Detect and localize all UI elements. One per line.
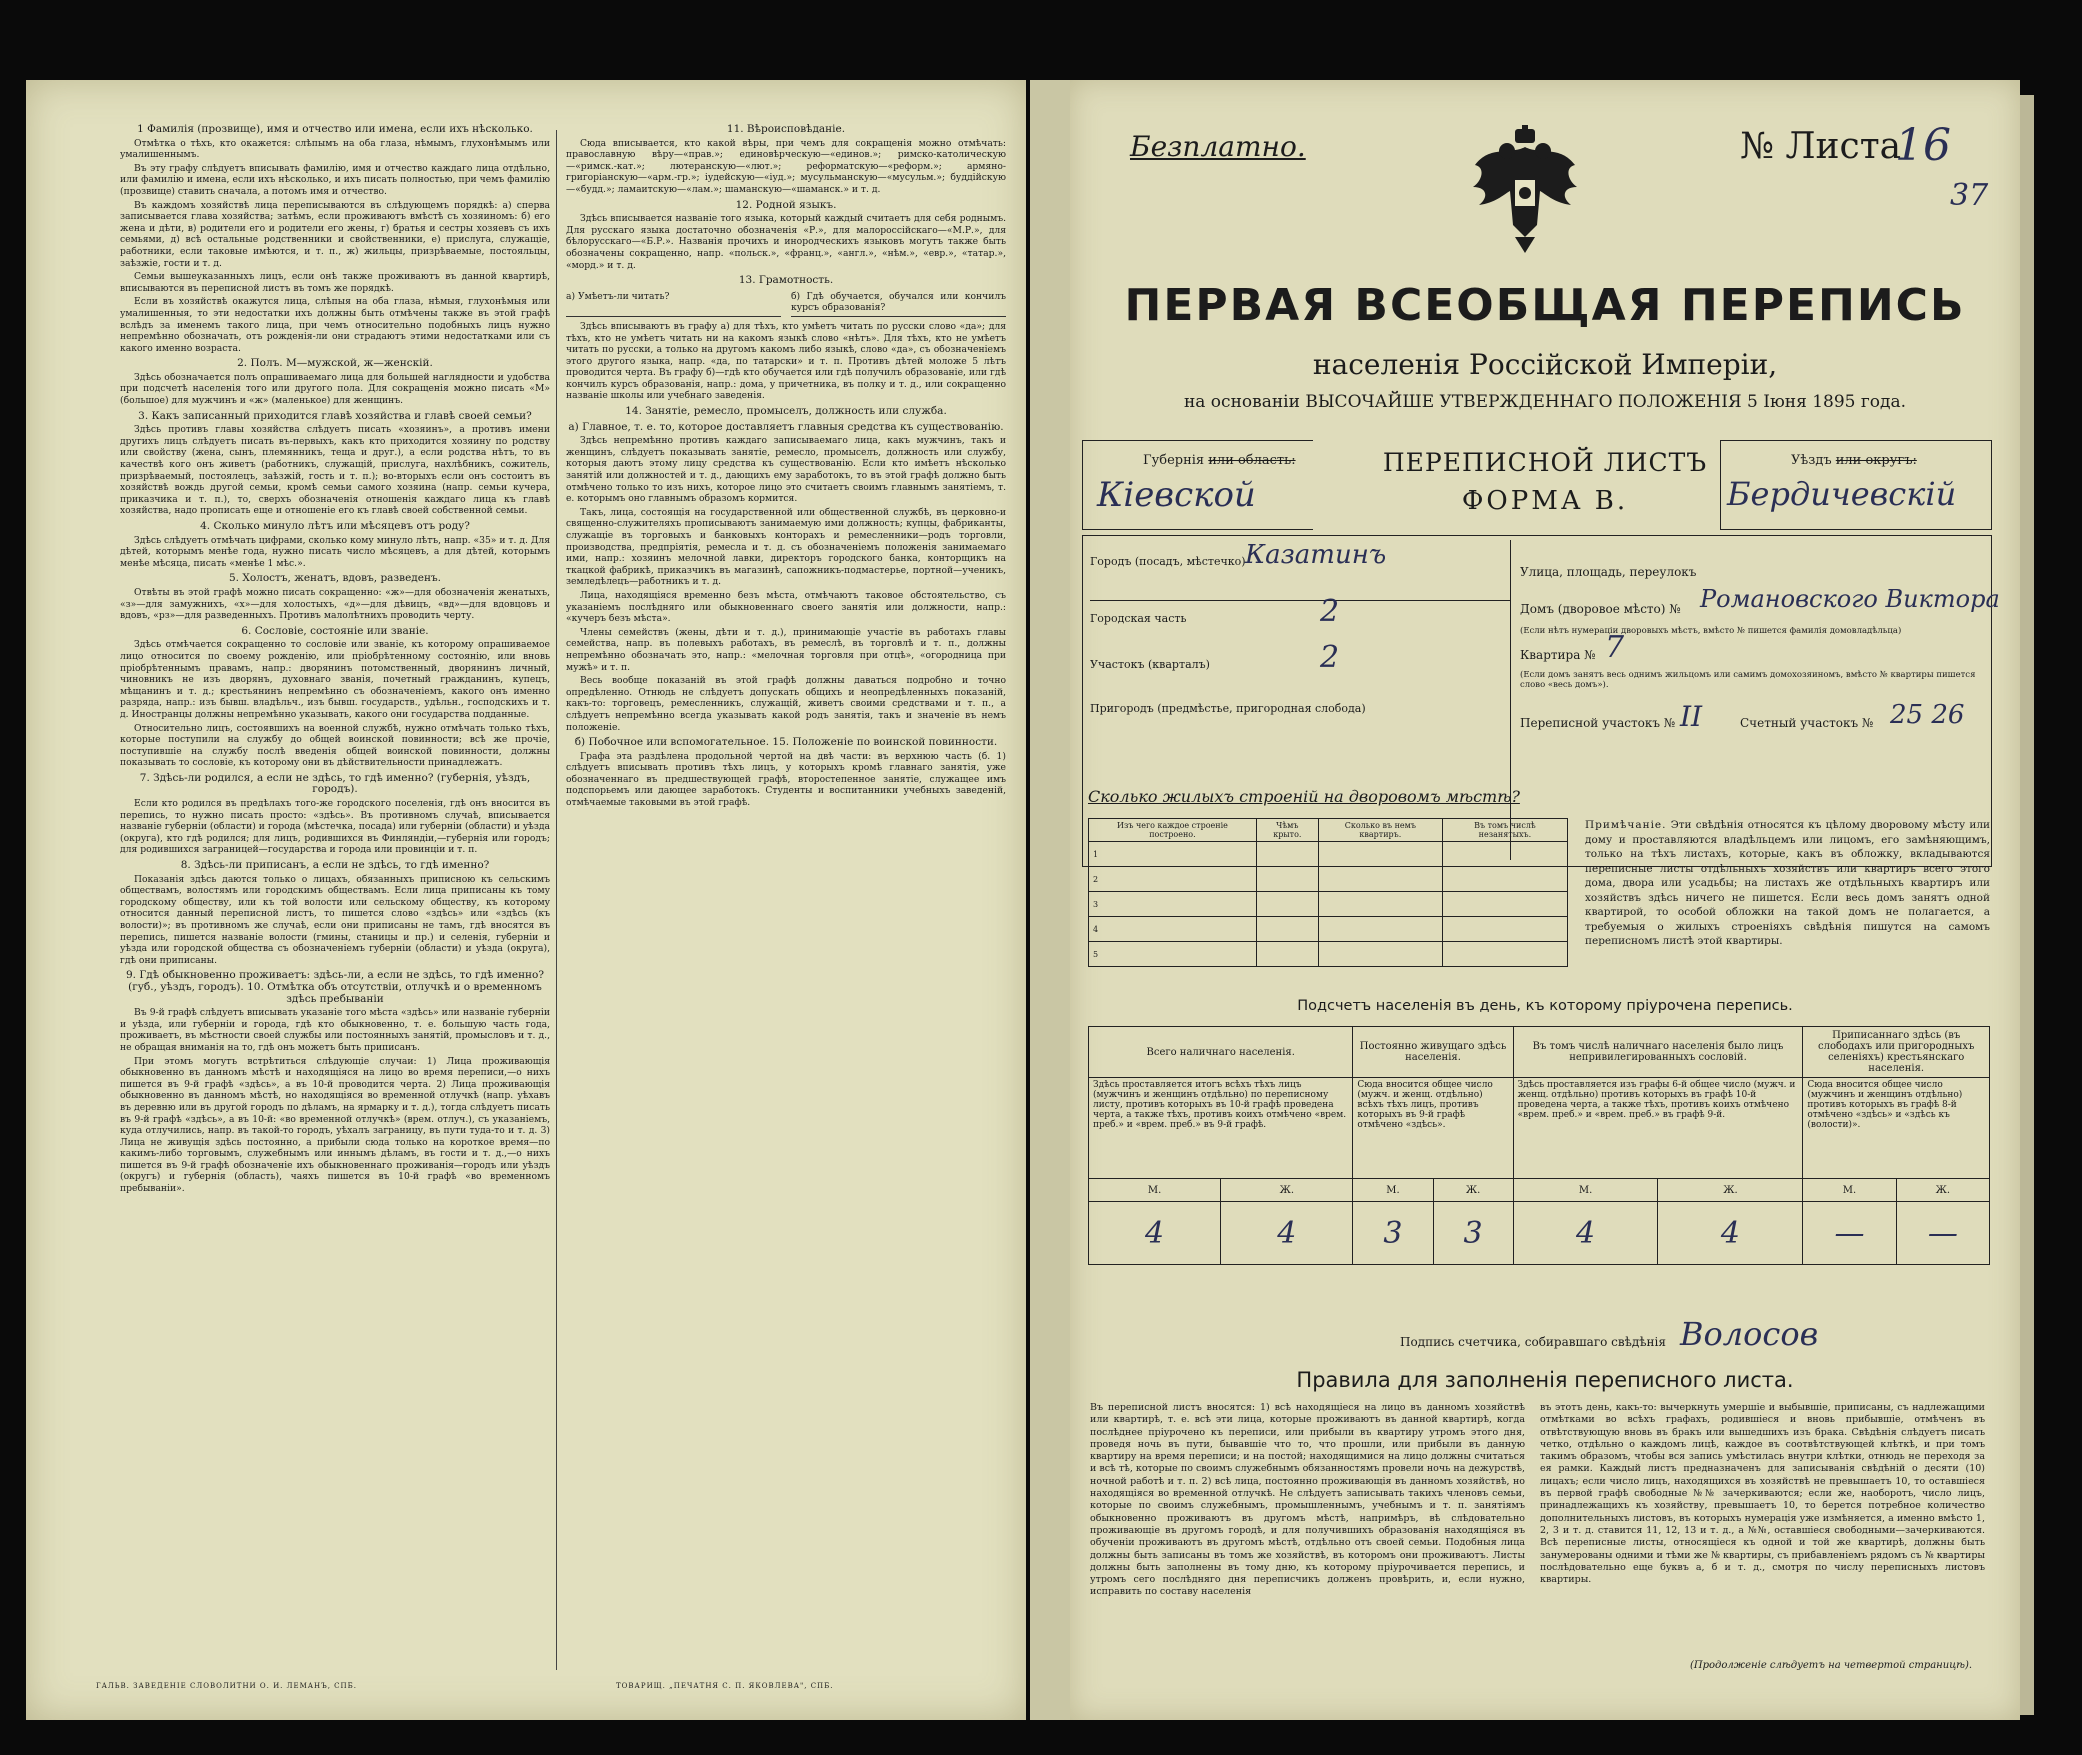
count-header: Постоянно живущаго здѣсь населенія.: [1353, 1027, 1513, 1078]
census-district-value: II: [1680, 700, 1703, 733]
rules-column-2: въ этотъ день, какъ-то: вычеркнуть умершіе и выбывшіе, приписаны, съ надлежащими отмѣтками во всѣхъ графахъ, родившіеся и вновь прибывшіе, отмѣченъ въ отвѣтствующую вновь въ бракъ или вышедшихъ изъ брака. Свѣдѣнія слѣдуетъ писать четко, отдѣльно о каждомъ лицѣ, каждое въ соотвѣтствующей клѣткѣ, и при томъ такимъ образомъ, чтобы вся запись умѣстилась внутри клѣтки, отнюдь не переходя за ея рамки. Каждый листъ предназначенъ для записыванія свѣдѣній о десяти (10) лицахъ; если число лицъ, находящихся въ хозяйствѣ не превышаетъ 10, то оставшіеся въ первой графѣ свободные №№ зачеркиваются; если же, наоборотъ, число лицъ, принадлежащихъ къ хозяйству, превышаетъ 10, то берется потребное количество дополнительныхъ листовъ, въ которыхъ нумерація уже измѣняется, а именно вмѣсто 1, 2, 3 и т. д. ставится 11, 12, 13 и т. д., а №№, оставшіеся свободными—зачеркиваются. Всѣ переписные листы, относящіеся къ одной и той же квартирѣ, должны быть занумерованы одними и тѣми же № квартиры, съ прибавленіемъ рядомъ съ № квартиры послѣдовательно еще буквъ а, б и т. д., смотря по числу переписныхъ листовъ квартиры.: [1540, 1402, 1985, 1586]
quarter-label: Участокъ (кварталъ): [1090, 658, 1210, 671]
section-heading: 12. Родной языкъ.: [735, 198, 837, 211]
paragraph: Здѣсь противъ главы хозяйства слѣдуетъ писать «хозяинъ», а противъ имени другихъ лицъ слѣдуетъ писать въ-первыхъ, какъ кто приходится хозяину по родству или свойству (жена, сынъ, племянникъ, теща и друг.), а если родства нѣтъ, то въ качествѣ кого онъ живетъ (работникъ, служащій, прислуга, нахлѣбникъ, сожитель, призрѣваемый, постоялецъ, заѣзжій, гость и т. п.); во-вторыхъ если онъ состоитъ въ хозяйствѣ вождь другой семьи, кромѣ семьи самого хозяина (напр. семьи кучера, приказчика и т. п.), то, сверхъ обозначенія отношенія каждаго лица къ главѣ хозяйства, надо прописать еще и отношеніе его къ главѣ своей собственной семьи.: [120, 424, 550, 517]
section-heading: б) Побочное или вспомогательное. 15. Положеніе по воинской повинности.: [574, 736, 998, 749]
paragraph: Семьи вышеуказанныхъ лицъ, если онѣ также проживаютъ въ данной квартирѣ, вписываются въ переписной листъ въ томъ же порядкѣ.: [120, 271, 550, 294]
count-value: —: [1803, 1202, 1896, 1265]
guberniya-value: Кіевской: [1097, 475, 1256, 515]
rules-column-1: Въ переписной листъ вносятся: 1) всѣ находящіеся на лицо въ данномъ хозяйствѣ или квартирѣ, т. е. всѣ эти лица, которые проживаютъ въ данной квартирѣ, когда послѣднее пріурочено къ переписи, или прибыли въ квартиру утромъ этого дня, проведя ночь въ пути, бывавшіе что то, что прошли, или прибыли въ данную квартиру на время переписи; и на постой; находящимися на лицо должны считаться и всѣ тѣ, которые по своимъ служебнымъ обязанностямъ провели ночь на дежурствѣ, ночной работѣ и т. п. 2) всѣ лица, постоянно проживающія въ данномъ хозяйствѣ, но находящіяся во временной отлучкѣ. Не слѣдуетъ записывать такихъ членовъ семьи, которые по своимъ служебнымъ, промышленнымъ, учебнымъ и т. п. занятіямъ обыкновенно проживаютъ въ другомъ мѣстѣ, напримѣръ, вѣ слѣдовательно проживающіе въ другомъ городѣ, и для получившихъ образованія находящіяся въ обученіи проживаютъ въ другомъ мѣстѣ, отдѣльно отъ своей семьи. Подобныя лица должны быть записаны въ томъ же хозяйствѣ, въ которомъ они проживаютъ. Листы должны быть заполнены въ тому дню, къ которому пріурочивается перепись, и утромъ сего послѣдняго дня переписчикъ долженъ провѣрить, и, если нужно, исправить по составу населенія: [1090, 1402, 1525, 1598]
house-value: Романовского Виктора: [1700, 585, 2000, 613]
section-heading: 6. Сословіе, состояніе или званіе.: [241, 624, 429, 637]
structures-header: Въ томъ числѣ незанятыхъ.: [1442, 819, 1567, 842]
structures-table: [1088, 818, 1568, 967]
paragraph: Графа эта раздѣлена продольной чертой на двѣ части: въ верхнюю часть (б. 1) слѣдуетъ вписывать противъ тѣхъ лицъ, у которыхъ кромѣ главнаго занятія, уже обозначеннаго въ предшествующей графѣ, второстепенное занятіе, служащее имъ подспорьемъ или дающее заработокъ. Студенты и воспитанники учебныхъ заведеній, отмѣчаемые таковыми въ этой графѣ.: [566, 750, 1006, 809]
structures-row-number: 2: [1089, 867, 1257, 892]
table-cell: [1318, 917, 1442, 942]
table-cell: [1256, 892, 1318, 917]
count-note: Сюда вносится общее число (мужч. и женщ. отдѣльно) всѣхъ тѣхъ лицъ, противъ которыхъ въ 9-й графѣ отмѣчено «здѣсь».: [1353, 1078, 1513, 1179]
subheading-pair: [566, 291, 1006, 317]
sex-column-label: Ж.: [1658, 1179, 1803, 1202]
guberniya-label: Губернія или область:: [1143, 453, 1296, 468]
rules-continued: (Продолженіе слѣдуетъ на четвертой страницѣ).: [1690, 1660, 1973, 1671]
structures-row-number: 3: [1089, 892, 1257, 917]
paragraph: Такъ, лица, состоящія на государственной или общественной службѣ, въ церковно-и священно-служителяхъ прописываютъ занимаемую ими должность; купцы, фабриканты, служащіе въ торговыхъ и банковыхъ конторахъ и ремесленники—родъ торговли, производства, предпріятія, ремесла и т. д. съ обозначеніемъ положенія занимаемаго ими, напр.: хозяинъ мелочной лавки, директоръ городского банка, конторщикъ на ткацкой фабрикѣ, приказчикъ въ магазинѣ, сапожникъ-подмастерье, портной—ученикъ, земледѣлецъ—работникъ и т. д.: [566, 506, 1006, 588]
form-subtitle-2: на основаніи ВЫСОЧАЙШЕ УТВЕРЖДЕННАГО ПОЛОЖЕНІЯ 5 Іюня 1895 года.: [1183, 392, 1907, 412]
sex-column-label: М.: [1803, 1179, 1896, 1202]
sheet-corner-number: 37: [1950, 178, 1989, 213]
table-cell: [1318, 842, 1442, 867]
count-value: 3: [1353, 1202, 1433, 1265]
district-label: Городская часть: [1090, 612, 1187, 625]
section-heading: 11. Вѣроисповѣданіе.: [726, 123, 846, 135]
rules-title: Правила для заполненія переписного листа.: [1296, 1368, 1794, 1392]
free-label: Безплатно.: [1130, 130, 1306, 163]
printer-imprint: ТОВАРИЩ. „ПЕЧАТНЯ С. П. ЯКОВЛЕВА", СПБ.: [616, 1682, 834, 1690]
structures-row-number: 5: [1089, 942, 1257, 967]
page-spine: [1030, 80, 1070, 1720]
section-heading: 5. Холостъ, женатъ, вдовъ, разведенъ.: [229, 572, 441, 585]
count-note: Сюда вносится общее число (мужчинъ и женщинъ отдѣльно) противъ которыхъ въ графѣ 8-й отмѣчено «здѣсь» и «здѣсь къ (волости)».: [1803, 1078, 1990, 1179]
structures-row-number: 4: [1089, 917, 1257, 942]
address-divider-mid: [1510, 540, 1511, 860]
structures-row-number: 1: [1089, 842, 1257, 867]
census-district-label: Переписной участокъ №: [1520, 716, 1676, 730]
paragraph: Если въ хозяйствѣ окажутся лица, слѣпыя на оба глаза, нѣмыя, глухонѣмыя или умалишенныя, то эти недостатки ихъ должны быть отмѣчены также въ этой графѣ вслѣдъ за именемъ такого лица, при чемъ относительно подобныхъ лицъ нужно непремѣнно обозначать, отъ рожденія-ли они страдаютъ этими недостатками или съ какого именно возраста.: [120, 296, 550, 354]
census-form-page: [1070, 80, 2020, 1720]
paragraph: Здѣсь обозначается полъ опрашиваемаго лица для большей наглядности и удобства при подсчетѣ населенія того или другого пола. Для сокращенія можно писать «М» (большое) для мужчинъ и «ж» (маленькое) для женщинъ.: [120, 371, 550, 407]
paragraph: Въ каждомъ хозяйствѣ лица переписываются въ слѣдующемъ порядкѣ: а) сперва записывается глава хозяйства; затѣмъ, если проживаютъ вмѣстѣ съ хозяиномъ: б) его жена и дѣти, в) родители его и родители его жены, г) братья и сестры хозяевъ съ ихъ семьями, д) всѣ остальные родственники и свойственники, е) прислуга, служащіе, работники, если таковые имѣются, и т. п., ж) жильцы, призрѣваемые, постояльцы, заѣзжіе, гости и т. д.: [120, 199, 550, 269]
paragraph: Показанія здѣсь даются только о лицахъ, обязанныхъ приписною къ сельскимъ обществамъ, волостямъ или городскимъ обществамъ. Если лица приписаны къ тому городскому обществу, или къ той волости или сельскому обществу, къ которому относится данный переписной листъ, то пишется слово «здѣсь» или «здѣсь (къ волости)»; въ противномъ же случаѣ, если они приписаны не тамъ, гдѣ вносятся въ перепись, пишется названіе волости (гмины, станицы и пр.) и селенія, губерніи и уѣзда или городской общества съ обозначеніемъ губерніи (области) и уѣзда (округа), гдѣ они приписаны.: [120, 873, 550, 966]
sheet-number-value: 16: [1895, 120, 1951, 171]
structures-note: Примѣчаніе. Эти свѣдѣнія относятся къ цѣлому дворовому мѣсту или дому и проставляются владѣльцемъ или лицомъ, его замѣняющимъ, только на тѣхъ листахъ, которые, какъ въ обложку, вкладываются переписные листы отдѣльныхъ хозяйствъ или квартиръ всего этого дома, двора или усадьбы; на листахъ же отдѣльныхъ квартиръ или хозяйствъ здѣсь ничего не пишется. Если весь домъ занятъ одной квартирой, то особой обложки на такой домъ не полагается, а требуемыя о жилыхъ строеніяхъ свѣдѣнія пишутся на самомъ переписномъ листѣ этой квартиры.: [1585, 819, 1990, 947]
section-heading: 2. Полъ. М—мужской, ж—женскій.: [237, 357, 433, 370]
sex-column-label: Ж.: [1433, 1179, 1513, 1202]
table-cell: [1442, 867, 1567, 892]
population-count-table: [1088, 1026, 1990, 1265]
paragraph: Здѣсь непремѣнно противъ каждаго записываемаго лица, какъ мужчинъ, такъ и женщинъ, слѣдуетъ показывать занятіе, ремесло, промыселъ, должность или службу, которыя даютъ этому лицу средства къ существованію. Если кто имѣетъ нѣсколько занятій или должностей и т. д., дающихъ ему заработокъ, то въ этой графѣ должно быть отмѣчено только то изъ нихъ, которое лицо это считаетъ своимъ главнымъ занятіемъ, т. е. которымъ оно главнымъ образомъ кормится.: [566, 435, 1006, 505]
uezd-box: [1720, 440, 1992, 530]
street-label: Улица, площадь, переулокъ: [1520, 565, 1697, 579]
house-note: (Если нѣтъ нумераціи дворовыхъ мѣстъ, вмѣсто № пишется фамилія домовладѣльца): [1520, 626, 1902, 636]
count-value: 4: [1658, 1202, 1803, 1265]
structures-header: Чѣмъ крыто.: [1256, 819, 1318, 842]
paragraph: Въ эту графу слѣдуетъ вписывать фамилію, имя и отчество каждаго лица отдѣльно, или фамилію и имена, если ихъ нѣсколько, и ихъ писать полностью, при чемъ фамилію (прозвище) ставить сначала, а потомъ имя и отчество.: [120, 162, 550, 197]
subheading: а) Главное, т. е. то, которое доставляетъ главныя средства къ существованію.: [568, 420, 1004, 433]
paragraph: Относительно лицъ, состоявшихъ на военной службѣ, нужно отмѣчать только тѣхъ, которые поступили на службу до общей воинской повинности; всѣ же прочіе, поступившіе на службу послѣ введенія общей воинской повинности, должны показывать то сословіе, къ которому они въ дѣйствительности принадлежатъ.: [120, 722, 550, 769]
paragraph: Весь вообще показаній въ этой графѣ должны даваться подробно и точно опредѣленно. Отнюдь не слѣдуетъ допускать общихъ и неопредѣленныхъ показаній, какъ-то: торговецъ, ремесленникъ, служащій, живетъ своими средствами и т. п., а слѣдуетъ непремѣнно всегда указывать какой родъ занятія, такъ и значеніе въ немъ положеніе.: [566, 675, 1006, 733]
count-district-value: 25 26: [1890, 700, 1965, 730]
left-column-1: [120, 120, 550, 1620]
table-cell: [1256, 942, 1318, 967]
signature-label: Подпись счетчика, собиравшаго свѣдѣнія: [1400, 1335, 1666, 1349]
house-label: Домъ (дворовое мѣсто) №: [1520, 602, 1681, 616]
structures-title: Сколько жилыхъ строеній на дворовомъ мѣстѣ?: [1088, 787, 1520, 806]
suburb-label: Пригородъ (предмѣстье, пригородная слобода): [1090, 702, 1366, 715]
sheet-form: ФОРМА В.: [1461, 486, 1629, 516]
paragraph: Здѣсь вписываютъ въ графу а) для тѣхъ, кто умѣетъ читать по русски слово «да»; для тѣхъ, кто не умѣетъ читать ни на какомъ языкѣ слово «нѣтъ». Для тѣхъ, кто не умѣетъ читать по русски, а только на другомъ какомъ либо языкѣ, слово «да», съ обозначеніемъ этого другого языка, напр. «да, по татарски» и т. п. Противъ дѣтей моложе 5 лѣтъ проводится черта. Въ графу б)—гдѣ кто обучается или гдѣ получилъ образованіе, или гдѣ кончилъ курсъ образованія, напр.: дома, у причетника, въ полку и т. д., или сокращенно названіе школы или учебнаго заведенія.: [566, 320, 1006, 402]
count-district-label: Счетный участокъ №: [1740, 716, 1874, 730]
sex-column-label: М.: [1513, 1179, 1658, 1202]
count-value: 3: [1433, 1202, 1513, 1265]
paragraph: Сюда вписывается, кто какой вѣры, при чемъ для сокращенія можно отмѣчать: православную вѣру—«прав.»; единовѣрческую—«единов.»; римско-католическую—«римск.-кат.»; лютеранскую—«лют.»; реформатскую—«реформ.»; армяно-григорiанскую—«арм.-гр.»; іудейскую—«іуд.»; мусульманскую—«мусульм.»; буддійскую—«будд.»; ламаитскую—«лам.»; шаманскую—«шаманск.» и т. д.: [566, 137, 1006, 195]
section-heading: 1 Фамилія (прозвище), имя и отчество или имена, если ихъ нѣсколько.: [137, 123, 533, 135]
sex-column-label: М.: [1353, 1179, 1433, 1202]
printer-imprint: ГАЛЬВ. ЗАВЕДЕНІЕ СЛОВОЛИТНИ О. И. ЛЕМАНЪ, СПБ.: [96, 1682, 357, 1690]
count-header: Всего наличнаго населенія.: [1089, 1027, 1353, 1078]
town-label: Городъ (посадъ, мѣстечко): [1090, 555, 1246, 568]
paragraph: Отвѣты въ этой графѣ можно писать сокращенно: «ж»—для обозначенія женатыхъ, «з»—для замужнихъ, «х»—для холостыхъ, «д»—для дѣвицъ, «вд»—для вдовцовъ и вдовъ, «рз»—для разведенныхъ. Противъ малолѣтнихъ проводить черту.: [120, 586, 550, 622]
sex-column-label: М.: [1089, 1179, 1221, 1202]
section-heading: 9. Гдѣ обыкновенно проживаетъ: здѣсь-ли, а если не здѣсь, то гдѣ именно? (губ., уѣздъ, городъ). 10. Отмѣтка объ отсутствіи, отлучкѣ и о временномъ здѣсь пребываніи: [125, 969, 545, 1005]
apartment-note: (Если домъ занятъ весь однимъ жильцомъ или самимъ домохозяиномъ, вмѣсто № квартиры пишется слово «весь домъ»).: [1520, 670, 1976, 690]
section-heading: 3. Какъ записанный приходится главѣ хозяйства и главѣ своей семьи?: [138, 409, 532, 422]
paragraph: Здѣсь отмѣчается сокращенно то сословіе или званіе, къ которому опрашиваемое лицо относится по своему рожденію, или пріобрѣтенному состоянію, или вновь пріобрѣтеннымъ правамъ, напр.: дворянинъ потомственный, дворянинъ личный, чиновникъ не изъ дворянъ, духовнаго званія, почетный гражданинъ, купецъ, мѣщанинъ и т. д.; крестьянинъ непремѣнно съ обозначеніемъ, какого онъ именно разряда, напр.: изъ бывш. владѣльч., изъ бывш. государств., удѣльн., господскихъ и т. д. Иностранцы должны непремѣнно указывать, какого они государства подданные.: [120, 639, 550, 720]
table-cell: [1318, 892, 1442, 917]
left-column-2: [566, 120, 1006, 1620]
apartment-value: 7: [1605, 630, 1625, 665]
count-title: Подсчетъ населенія въ день, къ которому пріурочена перепись.: [1297, 998, 1793, 1014]
count-value: 4: [1089, 1202, 1221, 1265]
table-cell: [1318, 942, 1442, 967]
count-note: Здѣсь проставляется итогъ всѣхъ тѣхъ лицъ (мужчинъ и женщинъ отдѣльно) по переписному листу, противъ которыхъ въ 10-й графѣ проведена черта, а также тѣхъ, противъ коихъ отмѣчено «врем. преб.» и «врем. преб.» въ 9-й графѣ.: [1089, 1078, 1353, 1179]
page-edge: [2020, 95, 2034, 1715]
section-heading: 8. Здѣсь-ли приписанъ, а если не здѣсь, то гдѣ именно?: [180, 859, 490, 872]
paragraph: Здѣсь слѣдуетъ отмѣчать цифрами, сколько кому минуло лѣтъ, напр. «35» и т. д. Для дѣтей, которымъ менѣе года, нужно писать число мѣсяцевъ, а для дѣтей, которымъ менѣе мѣсяца, писать «менѣе 1 мѣс.».: [120, 534, 550, 569]
table-cell: [1442, 892, 1567, 917]
count-header: Въ томъ числѣ наличнаго населенія было лицъ непривилегированныхъ сословій.: [1513, 1027, 1803, 1078]
table-cell: [1318, 867, 1442, 892]
count-value: 4: [1221, 1202, 1353, 1265]
table-cell: [1256, 917, 1318, 942]
count-header: Приписаннаго здѣсь (въ слободахъ или пригородныхъ селеніяхъ) крестьянскаго населенія.: [1803, 1027, 1990, 1078]
paragraph: При этомъ могутъ встрѣтиться слѣдующіе случаи: 1) Лица проживающія обыкновенно въ данномъ мѣстѣ и находящіяся на лицо во время переписи,—о нихъ пишется въ 9-й графѣ «здѣсь», а въ 10-й проводится черта. 2) Лица проживающія обыкновенно въ данномъ мѣстѣ, но находящіяся во временной отлучкѣ (напр. уѣхавъ въ деревню или въ другой городъ по дѣламъ, на ярмарку и т. д.), тогда слѣдуетъ писать въ 9-й графѣ «здѣсь», а въ 10-й: «во временной отлучкѣ» (врем. отлуч.), съ указаніемъ, куда отлучились, напр. въ такой-то городъ, уѣхалъ заграницу, въ пути туда-то и т. д. 3) Лица не живущія здѣсь постоянно, а прибыли сюда только на короткое время—по какимъ-либо торговымъ, служебнымъ или иннымъ дѣламъ, въ гости и т. д.,—о нихъ пишется въ 9-й графѣ обозначеніе ихъ обыкновеннаго проживанія—городъ или уѣздъ (округъ) и губернія (область), чаяхъ пишется въ 10-й графѣ «во временномъ пребываніи».: [120, 1055, 550, 1195]
paragraph: Въ 9-й графѣ слѣдуетъ вписывать указаніе того мѣста «здѣсь» или названіе губерніи и уѣзда, или губерніи и города, гдѣ кто обыкновенно, т. е. большую часть года, проживаетъ, въ мѣстности своей службы или постоянныхъ занятій, промысловъ и т. д., не обращая вниманія на то, гдѣ онъ можетъ быть приписанъ.: [120, 1007, 550, 1053]
district-value: 2: [1320, 594, 1340, 629]
count-note: Здѣсь проставляется изъ графы 6-й общее число (мужч. и женщ. отдѣльно) противъ которыхъ въ графѣ 10-й проведена черта, а также тѣхъ, противъ коихъ отмѣчено «врем. преб.» и «врем. преб.» въ графѣ 9-й.: [1513, 1078, 1803, 1179]
sheet-number-label: № Листа: [1740, 126, 1902, 167]
structures-header: Изъ чего каждое строеніе построено.: [1089, 819, 1257, 842]
address-divider-left: [1090, 600, 1510, 601]
form-title: ПЕРВАЯ ВСЕОБЩАЯ ПЕРЕПИСЬ: [1124, 280, 1966, 331]
table-cell: [1256, 867, 1318, 892]
subheading: а) Умѣетъ-ли читать?: [566, 291, 781, 317]
paragraph: Если кто родился въ предѣлахъ того-же городского поселенія, гдѣ онъ вносится въ перепись, то нужно писать просто: «здѣсь». Въ противномъ случаѣ, вписывается названіе губерніи (области) и города (мѣстечка, посада) или губерніи (области) и уѣзда (округа), кто гдѣ родился; для лицъ, родившихся въ Финляндіи,—губернія или городъ; для родившихся заграницей—государства и города или провинціи и т. п.: [120, 798, 550, 856]
structures-header: Сколько въ немъ квартиръ.: [1318, 819, 1442, 842]
left-page: [26, 80, 1026, 1720]
section-heading: 13. Грамотность.: [738, 274, 834, 287]
section-heading: 14. Занятіе, ремесло, промыселъ, должность или служба.: [625, 405, 947, 418]
signature-value: Волосов: [1680, 1315, 1819, 1353]
uezd-value: Бердичевскій: [1727, 475, 1957, 513]
sex-column-label: Ж.: [1896, 1179, 1989, 1202]
table-cell: [1256, 842, 1318, 867]
column-divider: [556, 130, 557, 1670]
guberniya-box: [1082, 440, 1313, 530]
paragraph: Здѣсь вписывается названіе того языка, который каждый считаетъ для себя роднымъ. Для русскаго языка достаточно обозначенія «Р.», для малороссійскаго—«М.Р.», для бѣлорусскаго—«Б.Р.». Названія прочихъ и инородческихъ языковъ могутъ также быть обозначены сокращенно, напр. «польск.», «франц.», «англ.», «нѣм.», «евр.», «татар.», «морд.» и т. д.: [566, 213, 1006, 271]
paragraph: Лица, находящіяся временно безъ мѣста, отмѣчаютъ таковое обстоятельство, съ указаніемъ послѣдняго или обыкновеннаго своего занятія или должности, напр.: «кучеръ безъ мѣста».: [566, 589, 1006, 625]
count-value: 4: [1513, 1202, 1658, 1265]
table-cell: [1442, 917, 1567, 942]
sheet-title: ПЕРЕПИСНОЙ ЛИСТЪ: [1382, 448, 1708, 477]
count-value: —: [1896, 1202, 1989, 1265]
subheading: б) Гдѣ обучается, обучался или кончилъ курсъ образованія?: [791, 291, 1006, 317]
town-value: Казатинъ: [1245, 540, 1387, 570]
apartment-label: Квартира №: [1520, 648, 1596, 662]
form-subtitle: населенія Россійской Имперіи,: [1312, 348, 1778, 381]
section-heading: 4. Сколько минуло лѣтъ или мѣсяцевъ отъ роду?: [200, 520, 470, 532]
uezd-label: Уѣздъ или округъ:: [1791, 453, 1917, 468]
imperial-eagle-emblem: [1465, 125, 1585, 255]
table-cell: [1442, 942, 1567, 967]
paragraph: Члены семействъ (жены, дѣти и т. д.), принимающіе участіе въ работахъ главы семейства, напр. въ полевыхъ работахъ, въ ремеслѣ, въ торговлѣ и т. п., должны непремѣнно обозначать это, напр.: «мелочная торговля при отцѣ», «огородница при мужѣ» и т. п.: [566, 626, 1006, 673]
sex-column-label: Ж.: [1221, 1179, 1353, 1202]
table-cell: [1442, 842, 1567, 867]
section-heading: 7. Здѣсь-ли родился, а если не здѣсь, то гдѣ именно? (губернія, уѣздъ, городъ).: [139, 771, 531, 796]
paragraph: Отмѣтка о тѣхъ, кто окажется: слѣпымъ на оба глаза, нѣмымъ, глухонѣмымъ или умалишеннымъ.: [120, 137, 550, 161]
quarter-value: 2: [1320, 640, 1340, 675]
